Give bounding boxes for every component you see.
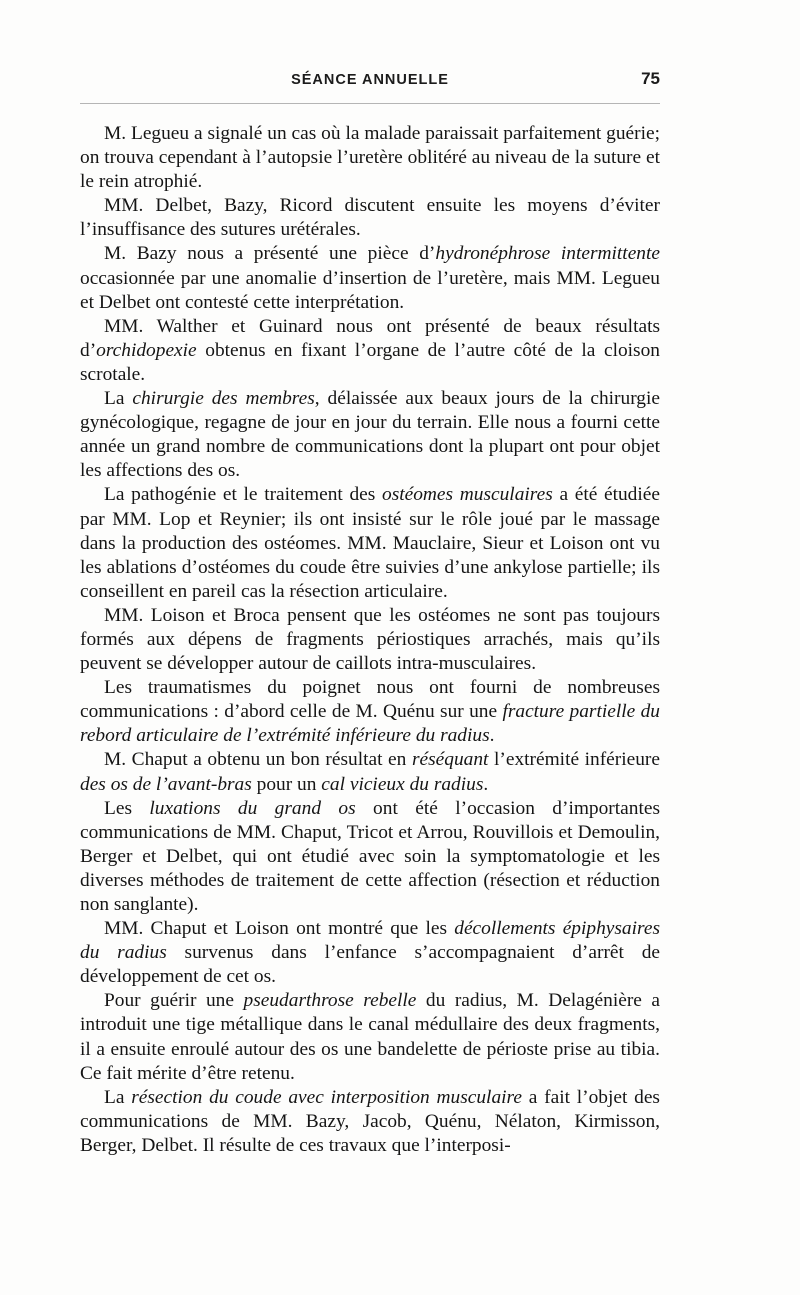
running-title: SÉANCE ANNUELLE	[291, 72, 449, 88]
text-run: MM. Delbet, Bazy, Ricord discutent ensuite les moyens d’éviter l’insuffisance des sutures urétérales.	[80, 195, 660, 241]
paragraph	[80, 483, 660, 603]
text-run: survenus dans l’enfance s’accompagnaient d’arrêt de développement de cet os.	[80, 942, 660, 988]
paragraph	[80, 387, 660, 483]
paragraph	[80, 194, 660, 242]
paragraph	[80, 604, 660, 676]
paragraph	[80, 315, 660, 387]
paragraph	[80, 1086, 660, 1158]
italic-run: orchidopexie	[96, 339, 197, 361]
paragraph	[80, 797, 660, 917]
text-run: La	[104, 388, 133, 410]
text-run: a été étudiée par MM. Lop et Reynier; ils ont insisté sur le rôle joué par le massage dans la production des ostéomes. MM. Mauclaire, Sieur et Loison ont vu les ablations d’ostéomes du coude être suivies d’une ankylose partielle; ils conseillent en pareil cas la résection articulaire.	[80, 484, 660, 602]
italic-run: ostéomes musculaires	[382, 484, 553, 506]
paragraph	[80, 989, 660, 1085]
header-rule	[80, 103, 660, 104]
text-run: Les traumatismes du poignet nous ont fourni de nombreuses communications : d’abord celle de M. Quénu sur une	[80, 677, 660, 723]
italic-run: chirurgie des membres	[132, 388, 315, 410]
text-run: du radius, M. Delagénière a introduit une tige métallique dans le canal médullaire des deux fragments, il a ensuite enroulé autour des os une bandelette de périoste prise au tibia. Ce fait mérite d’être retenu.	[80, 990, 661, 1084]
italic-run: hydronéphrose intermittente	[435, 243, 660, 265]
text-run: l’extrémité inférieure	[488, 749, 660, 771]
text-run: M. Legueu a signalé un cas où la malade paraissait parfaitement guérie; on trouva cependant à l’autopsie l’uretère oblitéré au niveau de la suture et le rein atrophié.	[80, 123, 660, 193]
text-run: occasionnée par une anomalie d’insertion de l’uretère, mais MM. Legueu et Delbet ont contesté cette interprétation.	[80, 267, 660, 313]
text-run: Pour guérir une	[104, 990, 244, 1012]
paragraph	[80, 917, 660, 989]
text-run: MM. Walther et Guinard nous ont présenté de beaux résultats d’	[80, 315, 660, 361]
italic-run: pseudarthrose rebelle	[243, 990, 417, 1012]
italic-run: fracture partielle du rebord articulaire de l’extrémité inférieure du radius	[80, 701, 660, 747]
text-run: La	[104, 1086, 132, 1108]
text-run: a fait l’objet des communications de MM. Bazy, Jacob, Quénu, Nélaton, Kirmisson, Berger, Delbet. Il résulte de ces travaux que l’interposi-	[80, 1086, 660, 1156]
paragraph	[80, 242, 660, 314]
text-run: M. Bazy nous a présenté une pièce d’	[104, 243, 436, 265]
text-run: M. Chaput a obtenu un bon résultat en	[104, 749, 412, 771]
italic-run: réséquant	[411, 749, 489, 771]
italic-run: luxations du grand os	[149, 797, 356, 819]
italic-run: résection du coude avec interposition musculaire	[131, 1086, 522, 1108]
text-run: obtenus en fixant l’organe de l’autre côté de la cloison scrotale.	[80, 339, 660, 385]
text-run: .	[489, 725, 495, 747]
italic-run: des os de l’avant-bras	[80, 773, 252, 795]
paragraph	[80, 748, 660, 796]
text-run: La pathogénie et le traitement des	[104, 484, 382, 506]
text-run: ont été l’occasion d’importantes communications de MM. Chaput, Tricot et Arrou, Rouvillois et Demoulin, Berger et Delbet, qui ont étudié avec soin la symptomatologie et les diverses méthodes de traitement de cette affection (résection et réduction non sanglante).	[80, 797, 660, 915]
text-run: Les	[104, 797, 150, 819]
page-body	[80, 122, 660, 1158]
text-run: pour un	[251, 773, 322, 795]
text-run: MM. Chaput et Loison ont montré que les	[104, 918, 455, 940]
paragraph	[80, 122, 660, 194]
italic-run: décollements épiphysaires du radius	[80, 918, 660, 964]
text-run: .	[483, 773, 489, 795]
text-run: MM. Loison et Broca pensent que les ostéomes ne sont pas toujours formés aux dépens de fragments périostiques arrachés, mais qu’ils peuvent se développer autour de caillots intra-musculaires.	[80, 604, 660, 675]
italic-run: cal vicieux du radius	[321, 773, 484, 795]
page-number: 75	[641, 69, 660, 88]
paragraph	[80, 676, 660, 748]
text-run: , délaissée aux beaux jours de la chirurgie gynécologique, regagne de jour en jour du terrain. Elle nous a fourni cette année un grand nombre de communications dont la plupart ont pour objet les affections des os.	[80, 388, 660, 482]
